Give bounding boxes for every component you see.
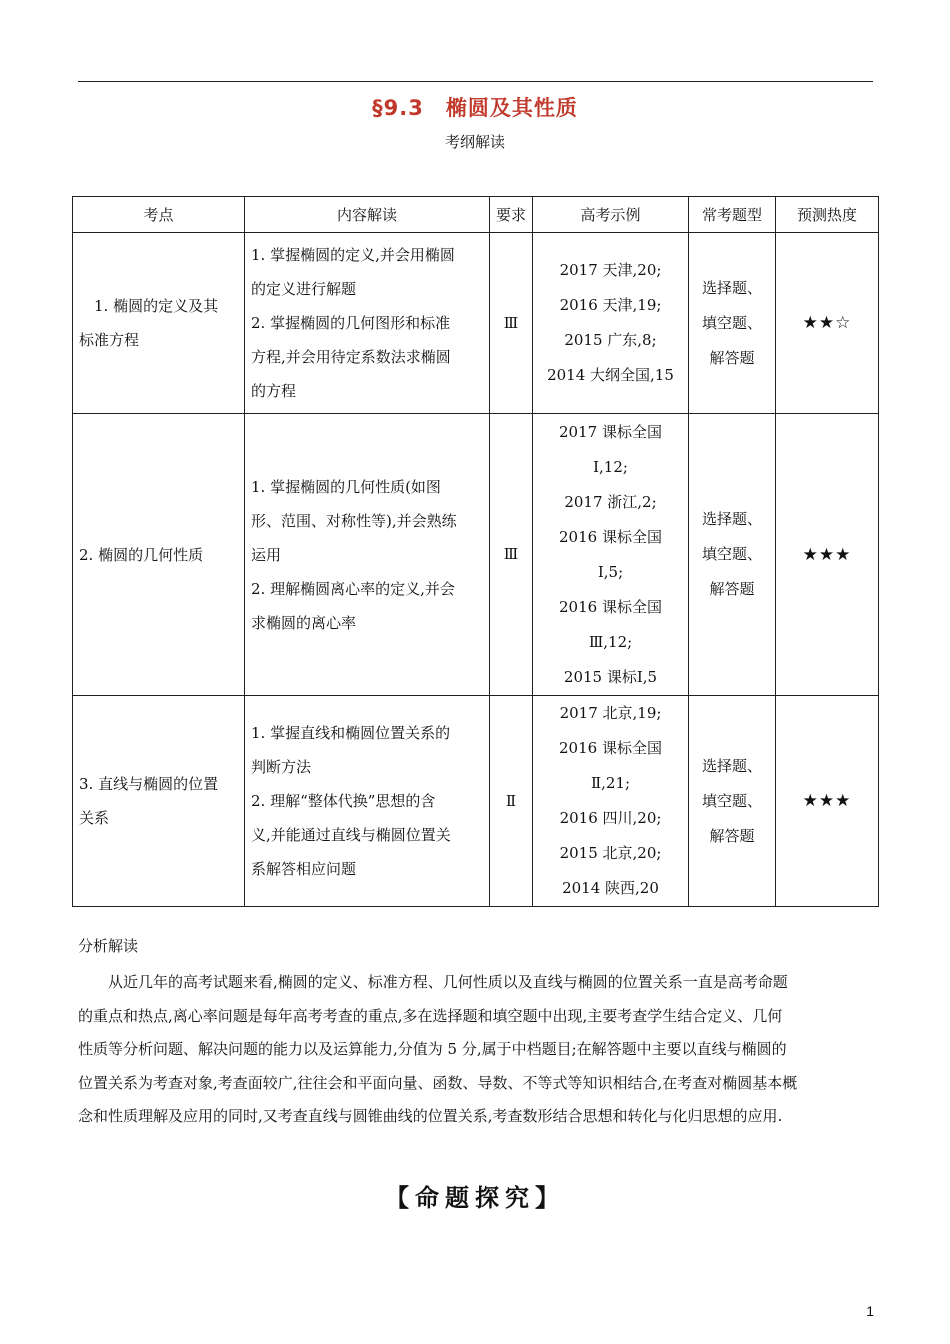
text-line: 运用	[251, 545, 282, 564]
cell-examples	[533, 414, 689, 696]
cell-content	[245, 414, 490, 696]
text-line: 系解答相应问题	[251, 860, 357, 878]
section-banner: 【命题探究】	[385, 1184, 565, 1212]
cell-types	[689, 233, 776, 414]
paragraph-line: 的重点和热点,离心率问题是每年高考考查的重点,多在选择题和填空题中出现,主要考查学生结合定义、几何	[78, 1006, 783, 1025]
table-row	[73, 414, 879, 696]
cell-heat-rating: ★★☆	[776, 233, 879, 414]
text-line: 解答题	[709, 580, 755, 598]
text-line: 1. 掌握椭圆的定义,并会用椭圆	[251, 246, 455, 264]
text-line: 2016 课标全国	[559, 739, 662, 757]
text-line: 选择题、	[701, 756, 762, 775]
cell-point	[73, 696, 245, 907]
text-line: 1. 掌握直线和椭圆位置关系的	[251, 724, 451, 742]
cell-level: Ⅲ	[490, 414, 533, 696]
top-rule	[78, 81, 873, 82]
table-row	[73, 696, 879, 907]
syllabus-table	[72, 196, 879, 907]
cell-examples	[533, 233, 689, 414]
cell-types	[689, 696, 776, 907]
text-line: 形、范围、对称性等),并会熟练	[251, 511, 457, 530]
text-line: Ⅰ,5;	[597, 562, 624, 581]
paragraph-line: 位置关系为考查对象,考查面较广,往往会和平面向量、函数、导数、不等式等知识相结合,在考查对椭圆基本概	[78, 1073, 798, 1092]
text-line: 1. 掌握椭圆的几何性质(如图	[251, 477, 441, 496]
text-line: 方程,并会用待定系数法求椭圆	[251, 348, 451, 366]
text-line: 2014 陕西,20	[562, 879, 659, 897]
text-line: 2017 天津,20;	[559, 261, 662, 279]
text-line: 解答题	[709, 826, 755, 845]
paragraph-line: 念和性质理解及应用的同时,又考查直线与圆锥曲线的位置关系,考查数形结合思想和转化与化归思想的应用.	[78, 1107, 783, 1125]
text-line: 2. 掌握椭圆的几何图形和标准	[251, 314, 451, 332]
text-line: 填空题、	[701, 313, 762, 332]
analysis-heading: 分析解读	[78, 937, 139, 955]
analysis-paragraph	[78, 966, 873, 1134]
cell-examples	[533, 696, 689, 907]
cell-point	[73, 414, 245, 696]
cell-content	[245, 233, 490, 414]
text-line: 义,并能通过直线与椭圆位置关	[251, 826, 451, 844]
text-line: 2. 理解“整体代换”思想的含	[251, 792, 436, 810]
text-line: 的方程	[251, 382, 297, 400]
text-line: Ⅰ,12;	[593, 457, 628, 476]
text-line: 2. 理解椭圆离心率的定义,并会	[251, 579, 455, 598]
header-types: 常考题型	[689, 197, 776, 233]
text-line: 解答题	[709, 348, 755, 367]
text-line: 的定义进行解题	[251, 280, 357, 298]
text-line: 2015 广东,8;	[564, 331, 657, 349]
text-line: 2016 四川,20;	[559, 809, 662, 827]
table-header-row	[73, 197, 879, 233]
text-line: 2016 课标全国	[559, 527, 662, 546]
page-title: §9.3 椭圆及其性质	[372, 96, 578, 120]
text-line: 2017 课标全国	[559, 422, 662, 441]
text-line: Ⅲ,12;	[588, 632, 633, 651]
text-line: 判断方法	[251, 758, 312, 776]
text-line: 填空题、	[701, 545, 762, 563]
text-line: 2. 椭圆的几何性质	[79, 545, 204, 564]
text-line: 2017 北京,19;	[559, 704, 662, 722]
text-line: 2017 浙江,2;	[564, 492, 657, 511]
cell-level: Ⅲ	[490, 233, 533, 414]
cell-heat-rating: ★★★	[776, 414, 879, 696]
cell-heat-rating: ★★★	[776, 696, 879, 907]
text-line: 2015 课标Ⅰ,5	[563, 667, 658, 686]
paragraph-line: 性质等分析问题、解决问题的能力以及运算能力,分值为 5 分,属于中档题目;在解答题中主要以直线与椭圆的	[78, 1040, 787, 1058]
header-heat: 预测热度	[776, 197, 879, 233]
text-line: 填空题、	[701, 791, 762, 810]
header-examples: 高考示例	[533, 197, 689, 233]
table-row	[73, 233, 879, 414]
text-line: 选择题、	[701, 510, 762, 528]
header-level: 要求	[490, 197, 533, 233]
text-line: 2014 大纲全国,15	[547, 366, 674, 384]
cell-level: Ⅱ	[490, 696, 533, 907]
cell-types	[689, 414, 776, 696]
header-point: 考点	[73, 197, 245, 233]
section-subtitle: 考纲解读	[444, 133, 505, 151]
text-line: 关系	[79, 809, 110, 827]
cell-point	[73, 233, 245, 414]
text-line: 标准方程	[79, 331, 140, 349]
text-line: 选择题、	[701, 278, 762, 297]
text-line: 2016 天津,19;	[559, 296, 662, 314]
cell-content	[245, 696, 490, 907]
page-number: 1	[866, 1303, 874, 1319]
text-line: Ⅱ,21;	[590, 774, 631, 792]
text-line: 2016 课标全国	[559, 597, 662, 616]
header-content: 内容解读	[245, 197, 490, 233]
text-line: 2015 北京,20;	[559, 844, 662, 862]
paragraph-line: 从近几年的高考试题来看,椭圆的定义、标准方程、几何性质以及直线与椭圆的位置关系一直是高考命题	[108, 973, 788, 991]
text-line: 1. 椭圆的定义及其	[94, 297, 219, 315]
text-line: 3. 直线与椭圆的位置	[79, 775, 219, 793]
text-line: 求椭圆的离心率	[251, 613, 357, 632]
